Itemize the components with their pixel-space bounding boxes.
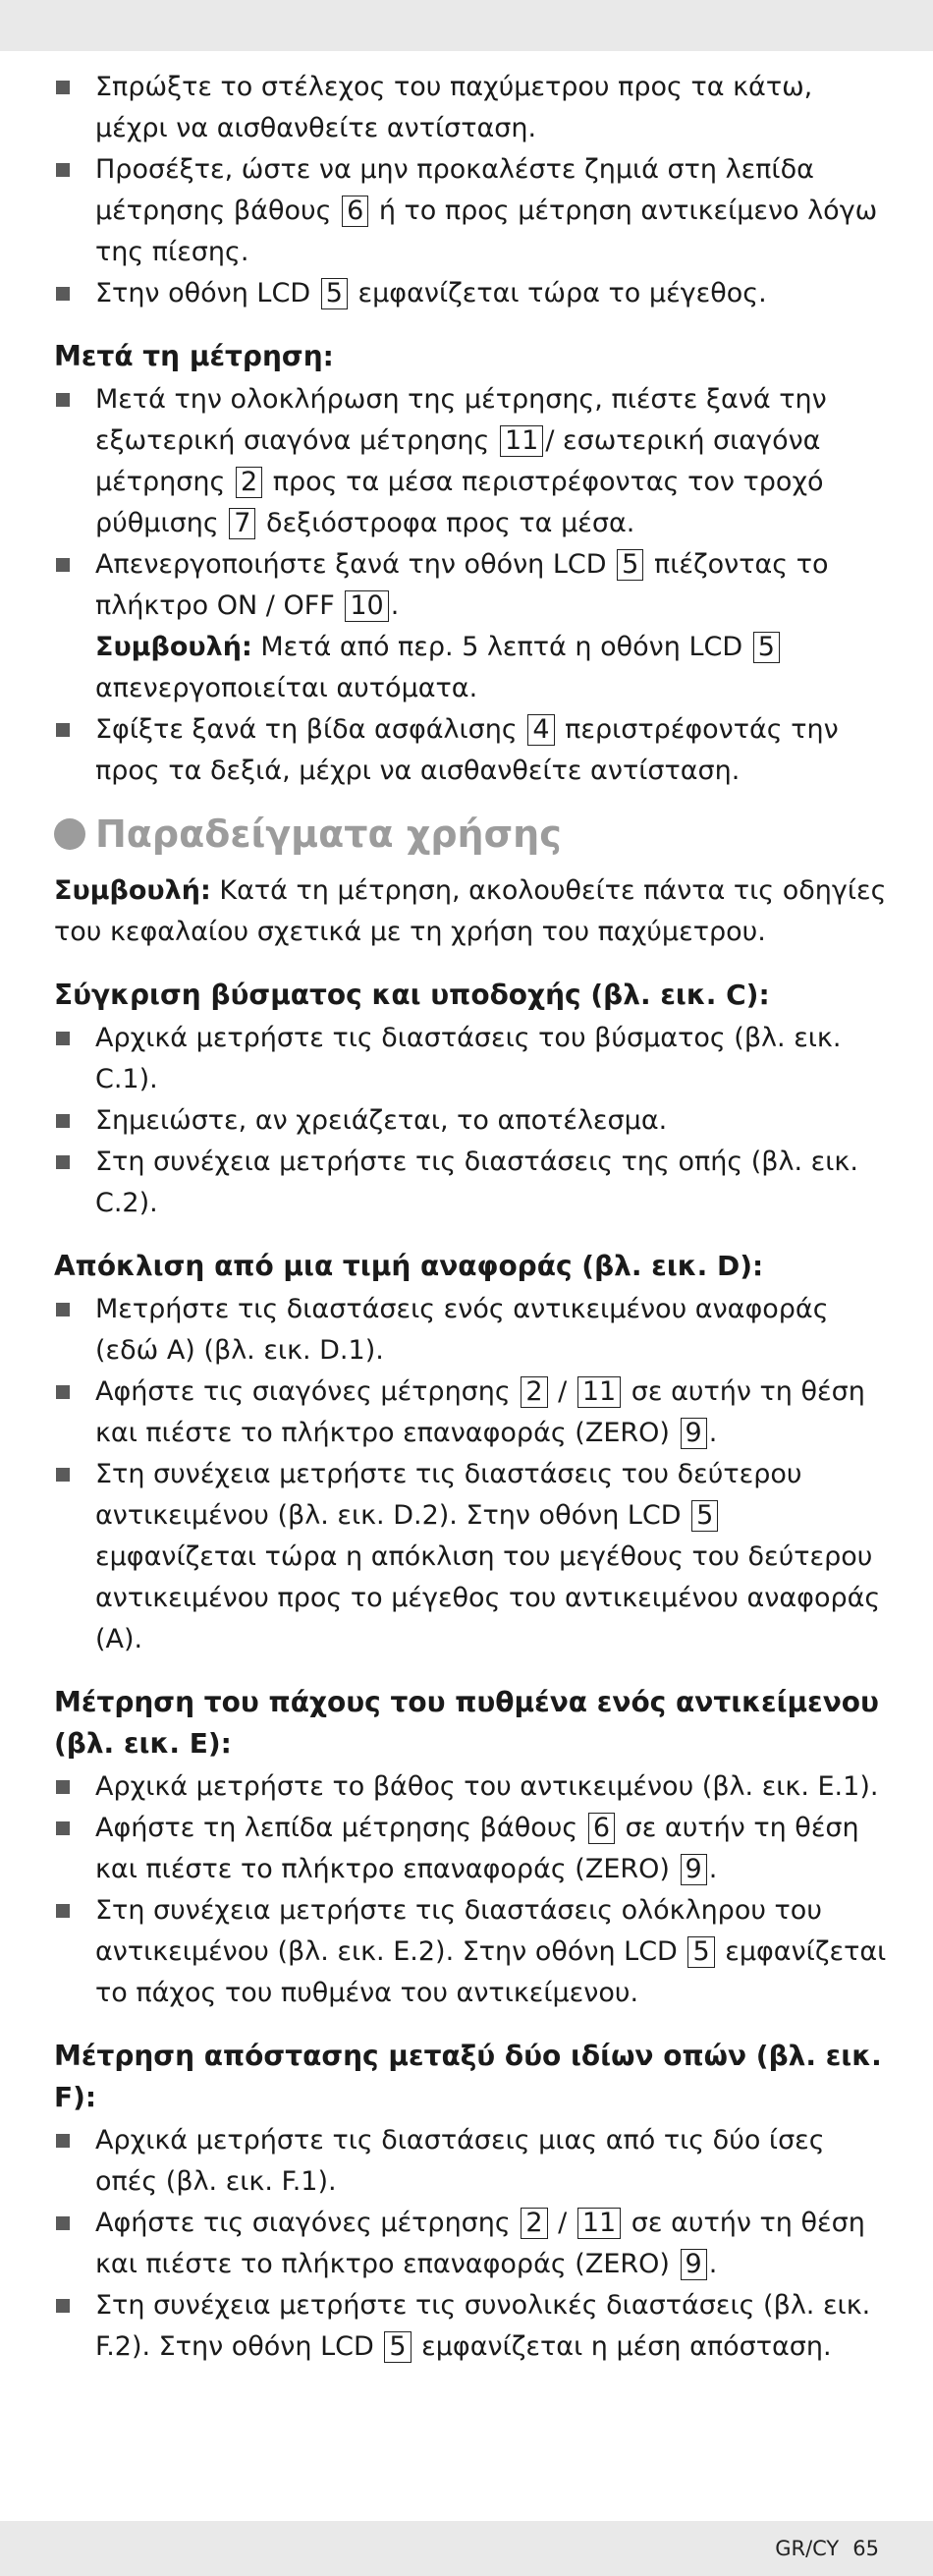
ref-number: 6 xyxy=(342,196,368,227)
bottom-thickness-list xyxy=(54,1766,889,2014)
tip-paragraph: Συμβουλή: Κατά τη μέτρηση, ακολουθείτε πάντα τις οδηγίες του κεφαλαίου σχετικά με τη χρήση του παχύμετρου. xyxy=(54,875,887,947)
bullet-circle-icon xyxy=(54,818,85,850)
ref-number: 10 xyxy=(345,590,388,622)
chapter-heading: Παραδείγματα χρήσης xyxy=(54,810,889,859)
plug-socket-list xyxy=(54,1018,889,1224)
list-item: Αρχικά μετρήστε τις διαστάσεις του βύσματος (βλ. εικ. C.1). xyxy=(54,1018,889,1100)
ref-number: 5 xyxy=(617,549,643,581)
ref-number: 5 xyxy=(321,278,348,309)
list-item: Μετά την ολοκλήρωση της μέτρησης, πιέστε ξανά την εξωτερική σιαγόνα μέτρησης 11 / εσωτερική σιαγόνα μέτρησης 2 προς τα μέσα περιστρέφοντας τον τροχό ρύθμισης 7 δεξιόστροφα προς τα μέσα. xyxy=(54,379,889,544)
instructions-list-top xyxy=(54,67,889,314)
ref-number: 11 xyxy=(500,425,543,457)
ref-number: 9 xyxy=(681,1418,707,1449)
footer-language: GR/CY xyxy=(775,2537,840,2560)
section-heading: Μέτρηση του πάχους του πυθμένα ενός αντικείμενου (βλ. εικ. E): xyxy=(54,1686,879,1760)
list-item: Στη συνέχεια μετρήστε τις διαστάσεις ολόκληρου του αντικειμένου (βλ. εικ. E.2). Στην οθόνη LCD 5 εμφανίζεται το πάχος του πυθμένα του αντικείμενου. xyxy=(54,1890,889,2014)
list-item: Αφήστε τις σιαγόνες μέτρησης 2 / 11 σε αυτήν τη θέση και πιέστε το πλήκτρο επαναφοράς (ZERO) 9 . xyxy=(54,1372,889,1454)
ref-number: 9 xyxy=(681,2249,707,2280)
ref-number: 5 xyxy=(384,2331,411,2363)
tip-label: Συμβουλή: xyxy=(95,632,252,662)
deviation-list xyxy=(54,1289,889,1660)
ref-number: 5 xyxy=(753,632,780,663)
section-heading: Σύγκριση βύσματος και υποδοχής (βλ. εικ. C): xyxy=(54,979,770,1011)
ref-number: 6 xyxy=(588,1813,615,1844)
top-band xyxy=(0,0,933,51)
section-heading: Απόκλιση από μια τιμή αναφοράς (βλ. εικ. D): xyxy=(54,1250,764,1282)
list-item: Σφίξτε ξανά τη βίδα ασφάλισης 4 περιστρέφοντάς την προς τα δεξιά, μέχρι να αισθανθείτε αντίσταση. xyxy=(54,709,889,792)
list-item: Προσέξτε, ώστε να μην προκαλέστε ζημιά στη λεπίδα μέτρησης βάθους 6 ή το προς μέτρηση αντικείμενο λόγω της πίεσης. xyxy=(54,149,889,273)
hole-distance-list xyxy=(54,2120,889,2368)
list-item: Αφήστε τις σιαγόνες μέτρησης 2 / 11 σε αυτήν τη θέση και πιέστε το πλήκτρο επαναφοράς (ZERO) 9 . xyxy=(54,2203,889,2285)
ref-number: 2 xyxy=(521,2208,547,2239)
list-item: Στην οθόνη LCD 5 εμφανίζεται τώρα το μέγεθος. xyxy=(54,273,889,314)
ref-number: 5 xyxy=(687,1936,714,1968)
ref-number: 2 xyxy=(521,1376,547,1408)
list-item: Στη συνέχεια μετρήστε τις διαστάσεις της οπής (βλ. εικ. C.2). xyxy=(54,1142,889,1224)
list-item: Σπρώξτε το στέλεχος του παχύμετρου προς τα κάτω, μέχρι να αισθανθείτε αντίσταση. xyxy=(54,67,889,149)
section-heading: Μετά τη μέτρηση: xyxy=(54,340,334,372)
page-number: 65 xyxy=(852,2537,879,2560)
ref-number: 2 xyxy=(236,467,262,498)
list-item: Απενεργοποιήστε ξανά την οθόνη LCD 5 πιέζοντας το πλήκτρο ON / OFF 10 . Συμβουλή: Μετά από περ. 5 λεπτά η οθόνη LCD 5 απενεργοποιείται αυτόματα. xyxy=(54,544,889,709)
ref-number: 7 xyxy=(229,508,255,539)
list-item: Αρχικά μετρήστε τις διαστάσεις μιας από τις δύο ίσες οπές (βλ. εικ. F.1). xyxy=(54,2120,889,2203)
ref-number: 4 xyxy=(527,714,554,746)
list-item: Σημειώστε, αν χρειάζεται, το αποτέλεσμα. xyxy=(54,1100,889,1142)
ref-number: 11 xyxy=(577,1376,621,1408)
list-item: Αφήστε τη λεπίδα μέτρησης βάθους 6 σε αυτήν τη θέση και πιέστε το πλήκτρο επαναφοράς (ZERO) 9 . xyxy=(54,1808,889,1890)
list-item: Αρχικά μετρήστε το βάθος του αντικειμένου (βλ. εικ. E.1). xyxy=(54,1766,889,1808)
ref-number: 5 xyxy=(691,1500,718,1532)
list-item: Στη συνέχεια μετρήστε τις συνολικές διαστάσεις (βλ. εικ. F.2). Στην οθόνη LCD 5 εμφανίζεται η μέση απόσταση. xyxy=(54,2285,889,2368)
list-item: Στη συνέχεια μετρήστε τις διαστάσεις του δεύτερου αντικειμένου (βλ. εικ. D.2). Στην οθόνη LCD 5 εμφανίζεται τώρα η απόκλιση του μεγέθους του δεύτερου αντικειμένου προς το μέγεθος του αντικειμένου αναφοράς (A). xyxy=(54,1454,889,1660)
after-measurement-list xyxy=(54,379,889,792)
tip-label: Συμβουλή: xyxy=(54,875,211,906)
ref-number: 11 xyxy=(577,2208,621,2239)
list-item: Μετρήστε τις διαστάσεις ενός αντικειμένου αναφοράς (εδώ A) (βλ. εικ. D.1). xyxy=(54,1289,889,1372)
section-heading: Μέτρηση απόστασης μεταξύ δύο ιδίων οπών (βλ. εικ. F): xyxy=(54,2040,882,2113)
page-content xyxy=(54,67,889,2368)
ref-number: 9 xyxy=(681,1854,707,1885)
page-footer xyxy=(775,2537,879,2560)
